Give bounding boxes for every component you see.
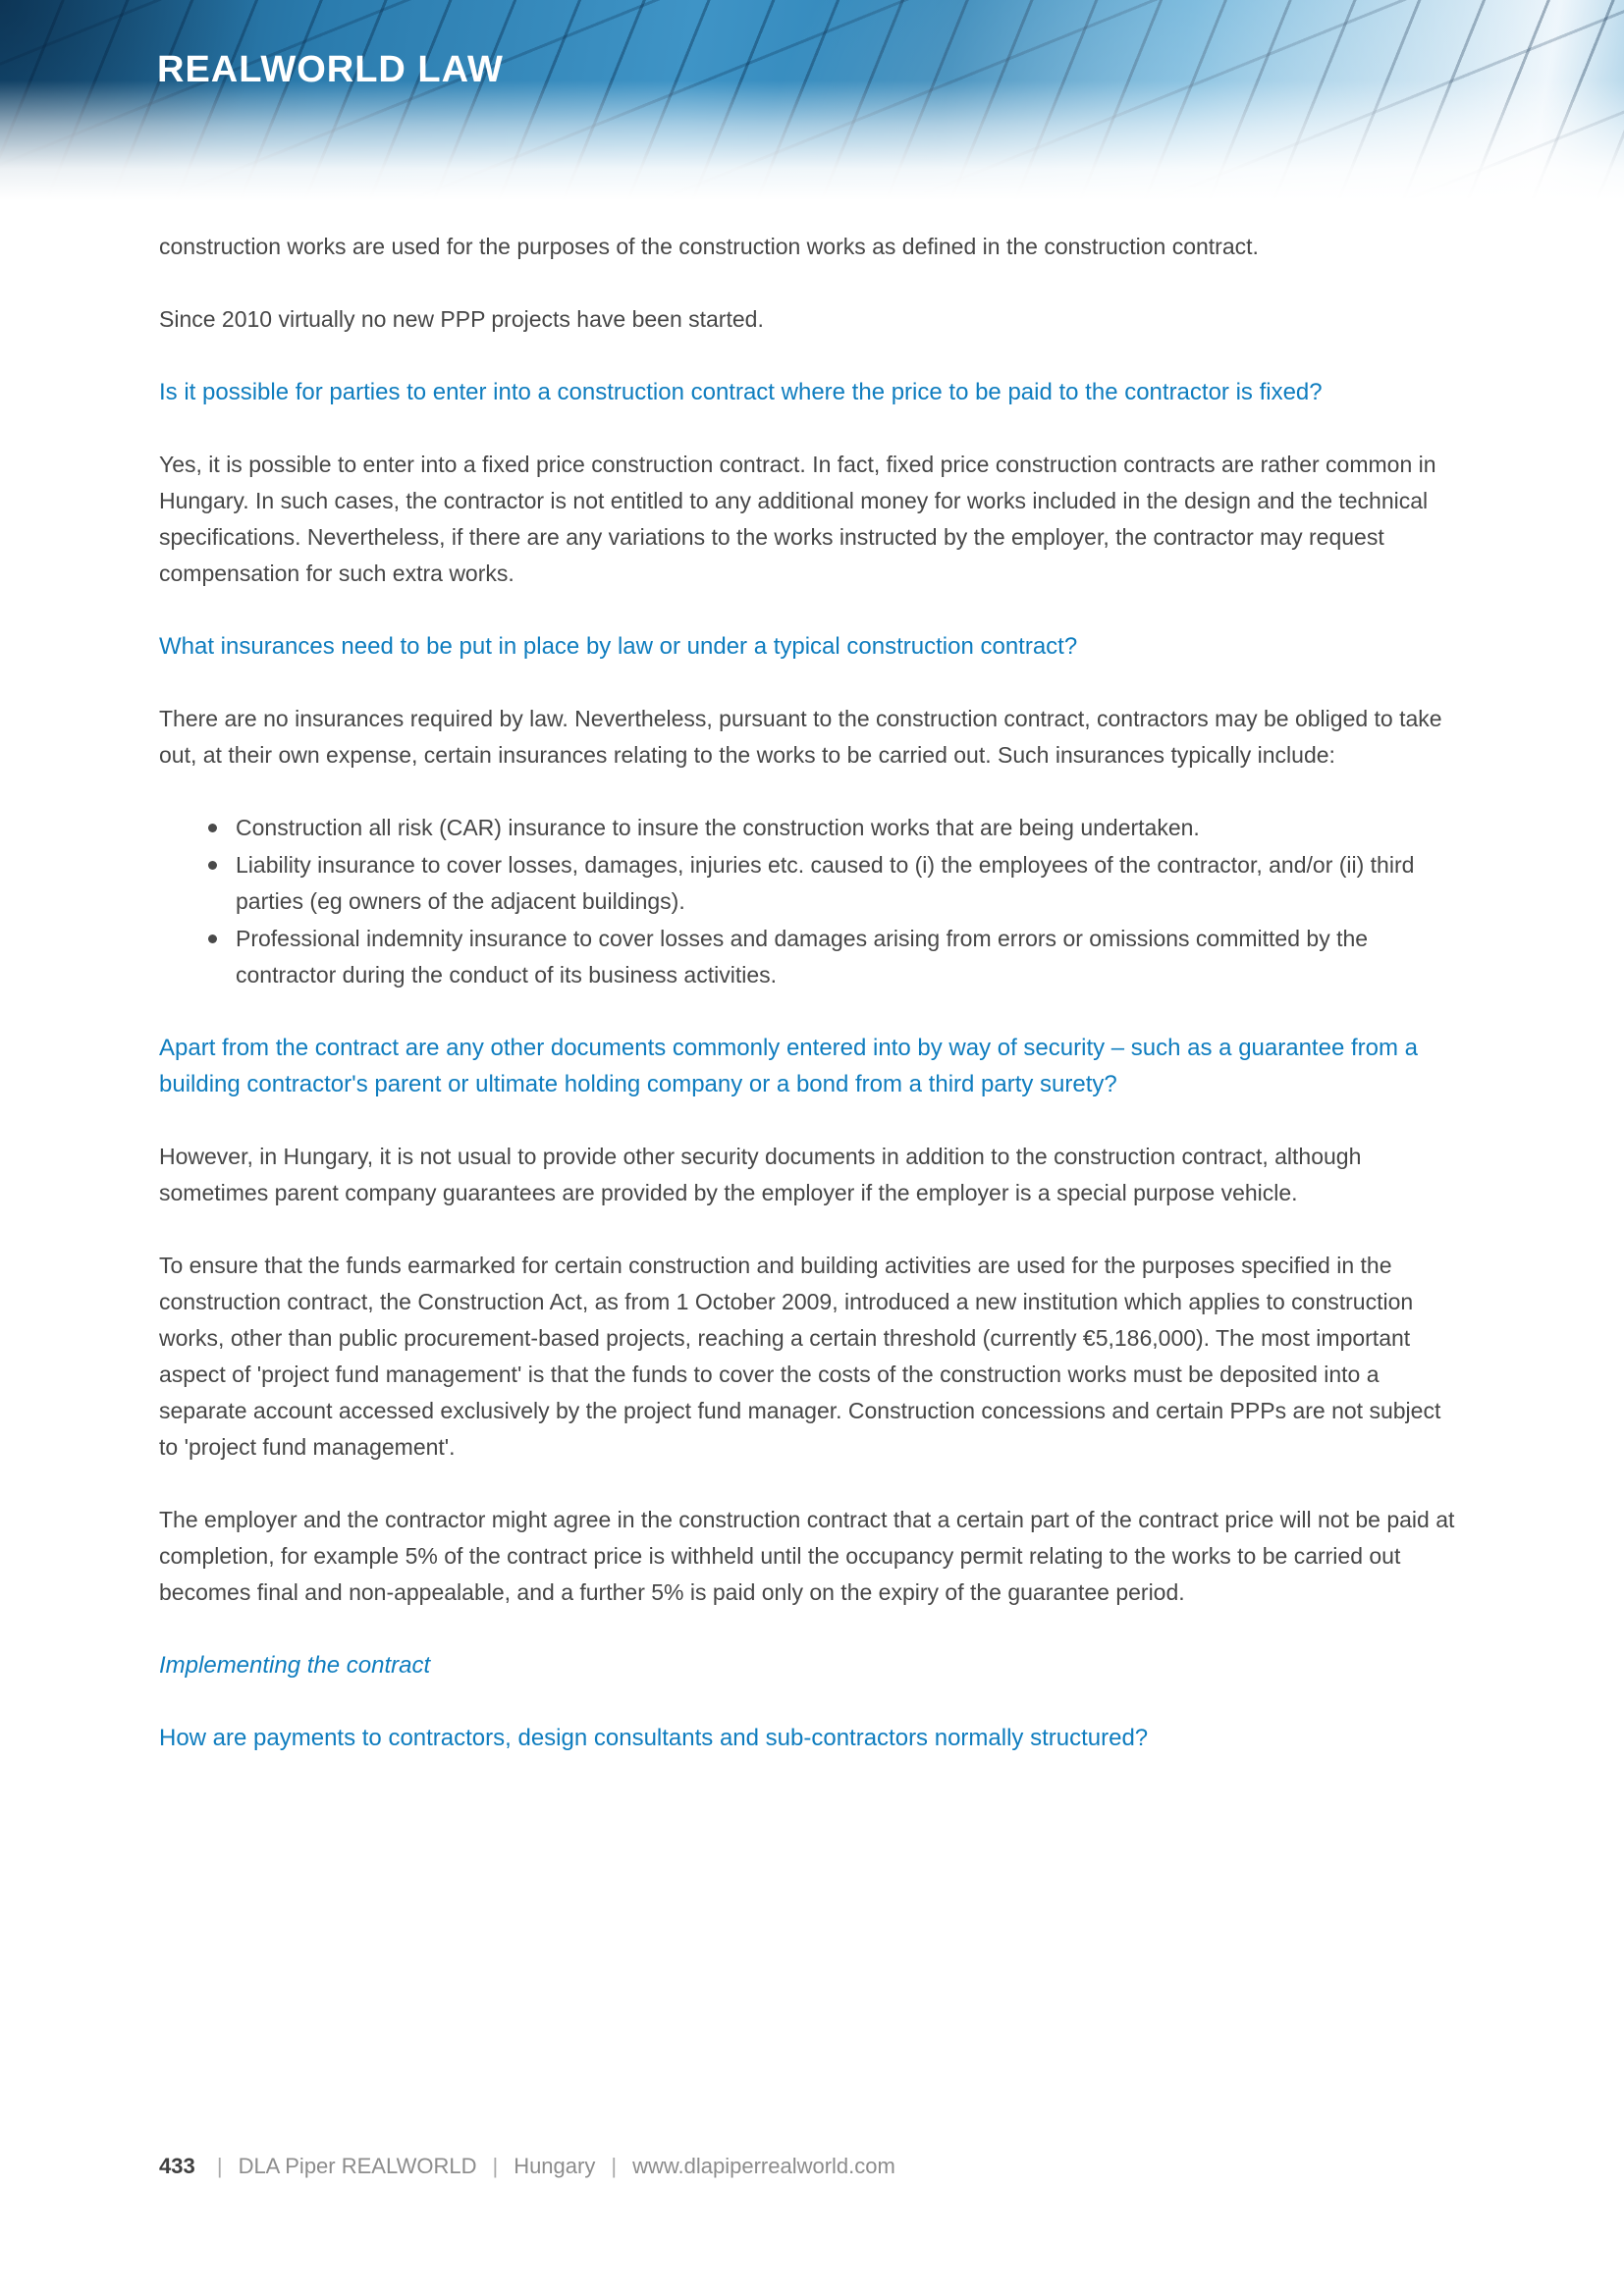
bullet-text: Liability insurance to cover losses, damages, injuries etc. caused to (i) the employees of the contractor, and/or (ii) third parties (eg owners of the adjacent buildings).	[236, 852, 1415, 914]
footer-separator: |	[216, 2154, 223, 2178]
document-body	[159, 229, 1465, 1792]
paragraph: To ensure that the funds earmarked for certain construction and building activities are used for the purposes specified in the construction contract, the Construction Act, as from 1 October 2009, introduced a new institution which applies to construction works, other than public procurement-based projects, reaching a certain threshold (currently €5,186,000). The most important aspect of 'project fund management' is that the funds to cover the costs of the construction works must be deposited into a separate account accessed exclusively by the project fund manager. Construction concessions and certain PPPs are not subject to 'project fund management'.	[159, 1253, 1441, 1460]
page-number: 433	[159, 2154, 195, 2178]
question-heading: Is it possible for parties to enter into a construction contract where the price to be paid to the contractor is fixed?	[159, 379, 1323, 405]
bullet-marker-icon	[208, 861, 217, 870]
paragraph: Yes, it is possible to enter into a fixed price construction contract. In fact, fixed price construction contracts are rather common in Hungary. In such cases, the contractor is not entitled to any additional money for works included in the design and the technical specifications. Nevertheless, if there are any variations to the works instructed by the employer, the contractor may request compensation for such extra works.	[159, 452, 1436, 586]
paragraph: There are no insurances required by law. Nevertheless, pursuant to the construction contract, contractors may be obliged to take out, at their own expense, certain insurances relating to the works to be carried out. Such insurances typically include:	[159, 706, 1442, 768]
footer-item: Hungary	[514, 2154, 596, 2178]
paragraph: construction works are used for the purposes of the construction works as defined in the construction contract.	[159, 234, 1259, 259]
paragraph: Since 2010 virtually no new PPP projects have been started.	[159, 306, 764, 332]
bullet-marker-icon	[208, 824, 217, 832]
page-footer	[159, 2152, 1465, 2181]
bullet-text: Construction all risk (CAR) insurance to insure the construction works that are being undertaken.	[236, 815, 1200, 840]
footer-website-link: www.dlapiperrealworld.com	[632, 2154, 895, 2178]
bullet-marker-icon	[208, 934, 217, 943]
footer-separator: |	[492, 2154, 499, 2178]
question-heading: What insurances need to be put in place by law or under a typical construction contract?	[159, 633, 1078, 660]
bullet-list	[159, 810, 1465, 993]
bullet-item	[208, 921, 1465, 993]
paragraph: However, in Hungary, it is not usual to provide other security documents in addition to the construction contract, although sometimes parent company guarantees are provided by the employer if the employer is a special purpose vehicle.	[159, 1144, 1362, 1205]
brand-title: REALWORLD LAW	[157, 49, 504, 90]
bullet-text: Professional indemnity insurance to cover losses and damages arising from errors or omissions committed by the contractor during the conduct of its business activities.	[236, 926, 1369, 988]
footer-item: DLA Piper REALWORLD	[238, 2154, 477, 2178]
footer-separator: |	[611, 2154, 618, 2178]
bullet-item	[208, 847, 1465, 920]
paragraph: The employer and the contractor might agree in the construction contract that a certain part of the contract price will not be paid at completion, for example 5% of the contract price is withheld until the occupancy permit relating to the works to be carried out becomes final and non-appealable, and a further 5% is paid only on the expiry of the guarantee period.	[159, 1507, 1455, 1605]
question-heading: Apart from the contract are any other documents commonly entered into by way of security – such as a guarantee from a building contractor's parent or ultimate holding company or a bond from a third party surety?	[159, 1035, 1418, 1097]
header-banner-image	[0, 0, 1624, 211]
section-heading: Implementing the contract	[159, 1652, 431, 1679]
question-heading: How are payments to contractors, design consultants and sub-contractors normally structured?	[159, 1725, 1149, 1751]
bullet-item	[208, 810, 1465, 846]
